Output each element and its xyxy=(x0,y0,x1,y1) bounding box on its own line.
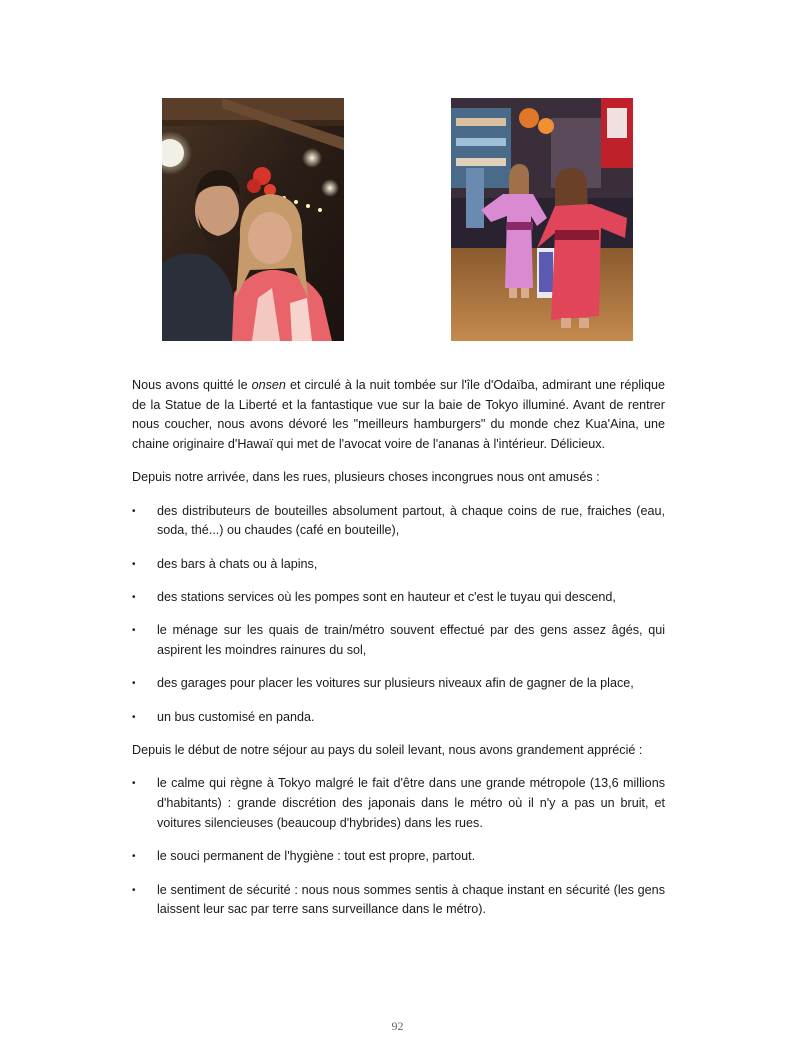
photo-girls-image xyxy=(451,98,633,341)
list-item-text: des garages pour placer les voitures sur plusieurs niveaux afin de gagner de la place, xyxy=(157,676,634,691)
list-item xyxy=(132,881,665,920)
list-item xyxy=(132,555,665,575)
bullet-icon: • xyxy=(132,592,136,603)
list-item-text: des distributeurs de bouteilles absolument partout, à chaque coins de rue, fraiches (eau, soda, thé...) ou chaudes (café en bouteille), xyxy=(157,503,665,538)
bullet-icon: • xyxy=(132,778,136,790)
intro-text-rest: et circulé à la nuit tombée sur l'île d'Odaïba, admirant une réplique de la Statue de la Liberté et la fantastique vue sur la baie de Tokyo illuminé. Avant de rentrer nous coucher, nous avons dévoré les "meilleurs hamburgers" du monde chez Kua'Aina, une chaine originaire d'Hawaï qui met de l'avocat voire de l'ananas à l'intérieur. Délicieux. xyxy=(132,378,665,452)
bullet-icon: • xyxy=(132,505,136,517)
list-item xyxy=(132,588,665,608)
bullet-icon: • xyxy=(132,884,136,896)
list-item-text: le souci permanent de l'hygiène : tout est propre, partout. xyxy=(157,849,476,864)
list-item-text: des stations services où les pompes sont en hauteur et c'est le tuyau qui descend, xyxy=(157,590,616,604)
paragraph-intro xyxy=(132,376,665,455)
intro-italic-onsen: onsen xyxy=(251,378,286,392)
list-apprecie xyxy=(132,774,665,920)
list-item xyxy=(132,774,665,833)
list-item xyxy=(132,502,665,541)
list-incongrues xyxy=(132,502,665,728)
paragraph-apprecie: Depuis le début de notre séjour au pays du soleil levant, nous avons grandement apprécié : xyxy=(132,743,643,758)
photo-girls-yukata xyxy=(451,98,633,341)
bullet-icon: • xyxy=(132,711,136,723)
paragraph-incongrues: Depuis notre arrivée, dans les rues, plusieurs choses incongrues nous ont amusés : xyxy=(132,470,600,485)
page-number: 92 xyxy=(391,1019,404,1033)
list-item xyxy=(132,847,665,867)
list-item-text: le ménage sur les quais de train/métro souvent effectué par des gens assez âgés, qui aspirent les moindres rainures du sol, xyxy=(157,623,665,658)
list-item xyxy=(132,708,665,728)
intro-text-start: Nous avons quitté le xyxy=(132,378,252,392)
list-item xyxy=(132,621,665,660)
text-content xyxy=(132,376,665,934)
bullet-icon: • xyxy=(132,625,136,637)
photo-couple xyxy=(162,98,344,341)
list-item-text: un bus customisé en panda. xyxy=(157,709,315,724)
list-item xyxy=(132,674,665,694)
list-item-text: le sentiment de sécurité : nous nous sommes sentis à chaque instant en sécurité (les gens laissent leur sac par terre sans surveillance dans le métro). xyxy=(157,882,665,917)
bullet-icon: • xyxy=(132,851,136,863)
photo-couple-image xyxy=(162,98,344,341)
bullet-icon: • xyxy=(132,678,136,690)
list-item-text: le calme qui règne à Tokyo malgré le fait d'être dans une grande métropole (13,6 millions d'habitants) : grande discrétion des japonais dans le métro où il n'y a pas un bruit, et voitures silencieuses (beaucoup d'hybrides) dans les rues. xyxy=(157,776,665,830)
list-item-text: des bars à chats ou à lapins, xyxy=(157,556,318,571)
bullet-icon: • xyxy=(132,558,136,570)
